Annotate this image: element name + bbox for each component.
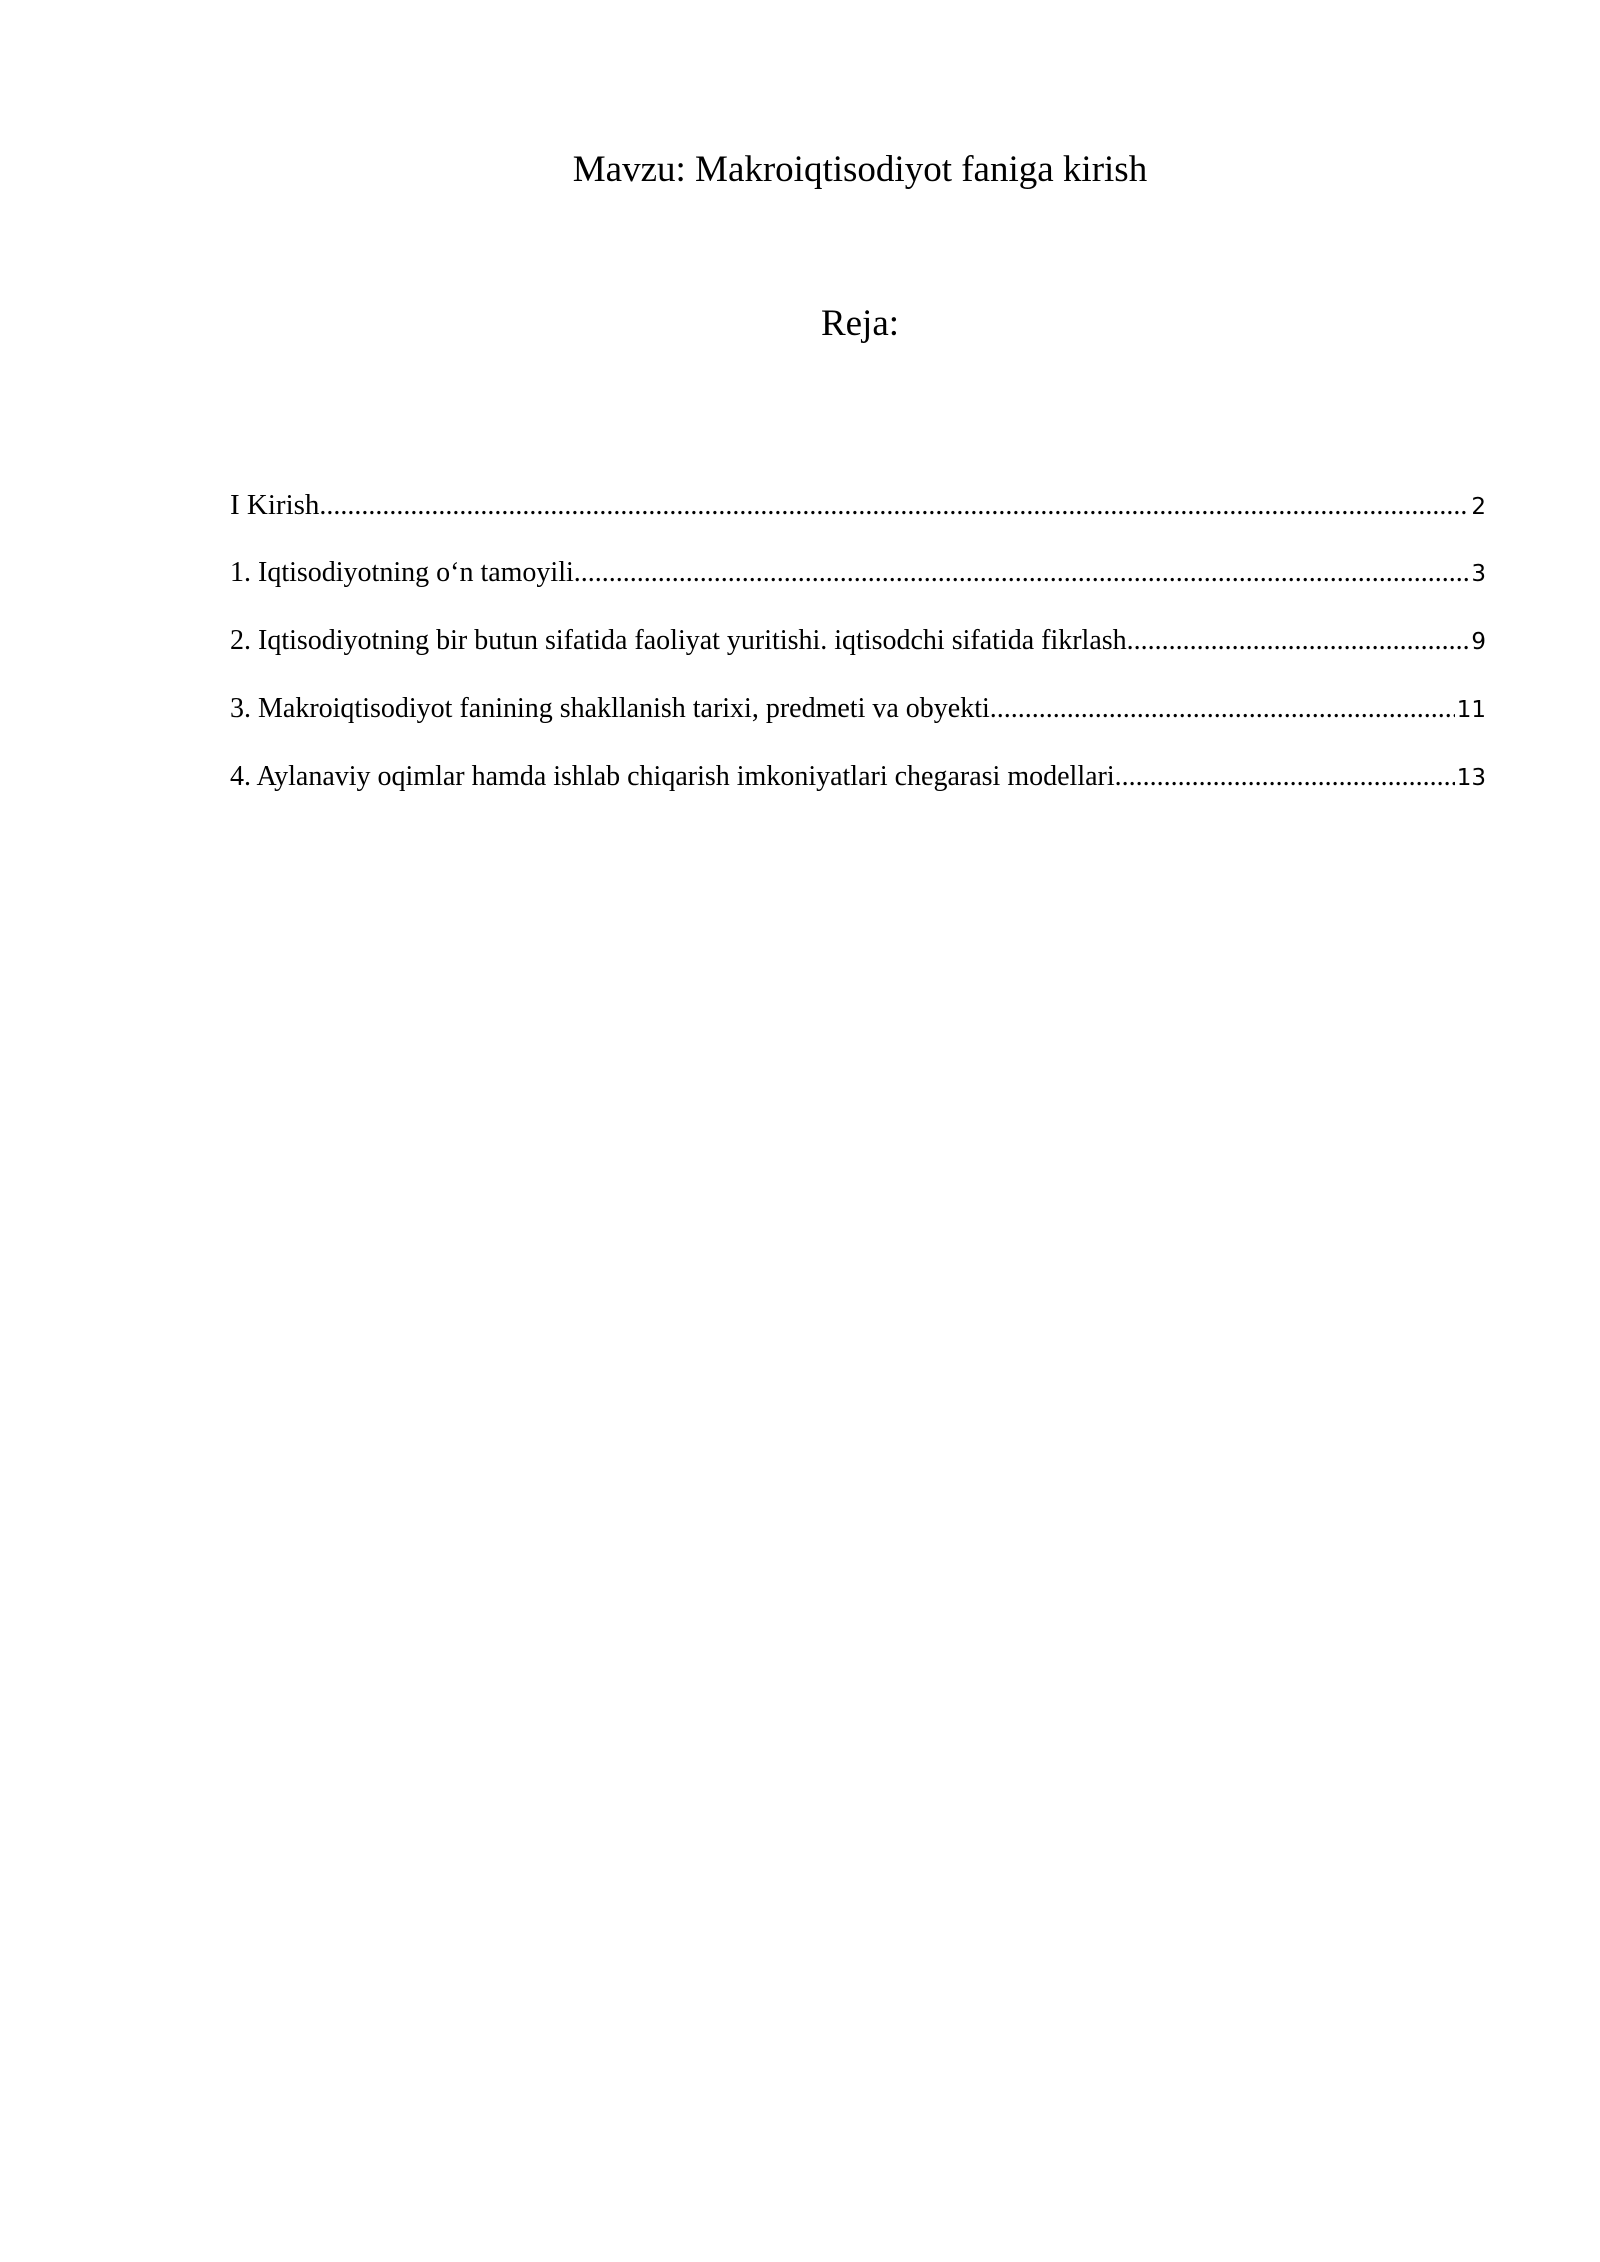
toc-entry[interactable]: [230, 488, 1486, 556]
toc-page-number: 3: [1471, 561, 1486, 587]
table-of-contents: [230, 488, 1486, 828]
toc-entry-title: 2. Iqtisodiyotning bir butun sifatida faoliyat yuritishi. iqtisodchi sifatida fikrlash: [230, 625, 1127, 656]
toc-entry[interactable]: [230, 556, 1486, 624]
toc-entry-title: 1. Iqtisodiyotning o‘n tamoyili: [230, 557, 574, 588]
document-title: Mavzu: Makroiqtisodiyot faniga kirish: [572, 149, 1148, 190]
toc-entry[interactable]: [230, 692, 1486, 760]
toc-dot-leader: [574, 556, 1470, 590]
toc-dot-leader: [1115, 760, 1455, 794]
toc-dot-leader: [1127, 624, 1470, 658]
toc-page-number: 2: [1471, 494, 1486, 520]
toc-entry[interactable]: [230, 624, 1486, 692]
toc-page-number: 11: [1456, 697, 1486, 723]
toc-entry-title: 4. Aylanaviy oqimlar hamda ishlab chiqarish imkoniyatlari chegarasi modellari: [230, 761, 1115, 792]
toc-entry[interactable]: [230, 760, 1486, 828]
toc-entry-title: 3. Makroiqtisodiyot fanining shakllanish tarixi, predmeti va obyekti: [230, 693, 990, 724]
toc-dot-leader: [319, 489, 1469, 523]
toc-page-number: 9: [1471, 629, 1486, 655]
toc-page-number: 13: [1456, 765, 1486, 791]
plan-heading: Reja:: [820, 303, 900, 344]
toc-dot-leader: [990, 692, 1455, 726]
toc-entry-title: I Kirish: [230, 489, 320, 521]
